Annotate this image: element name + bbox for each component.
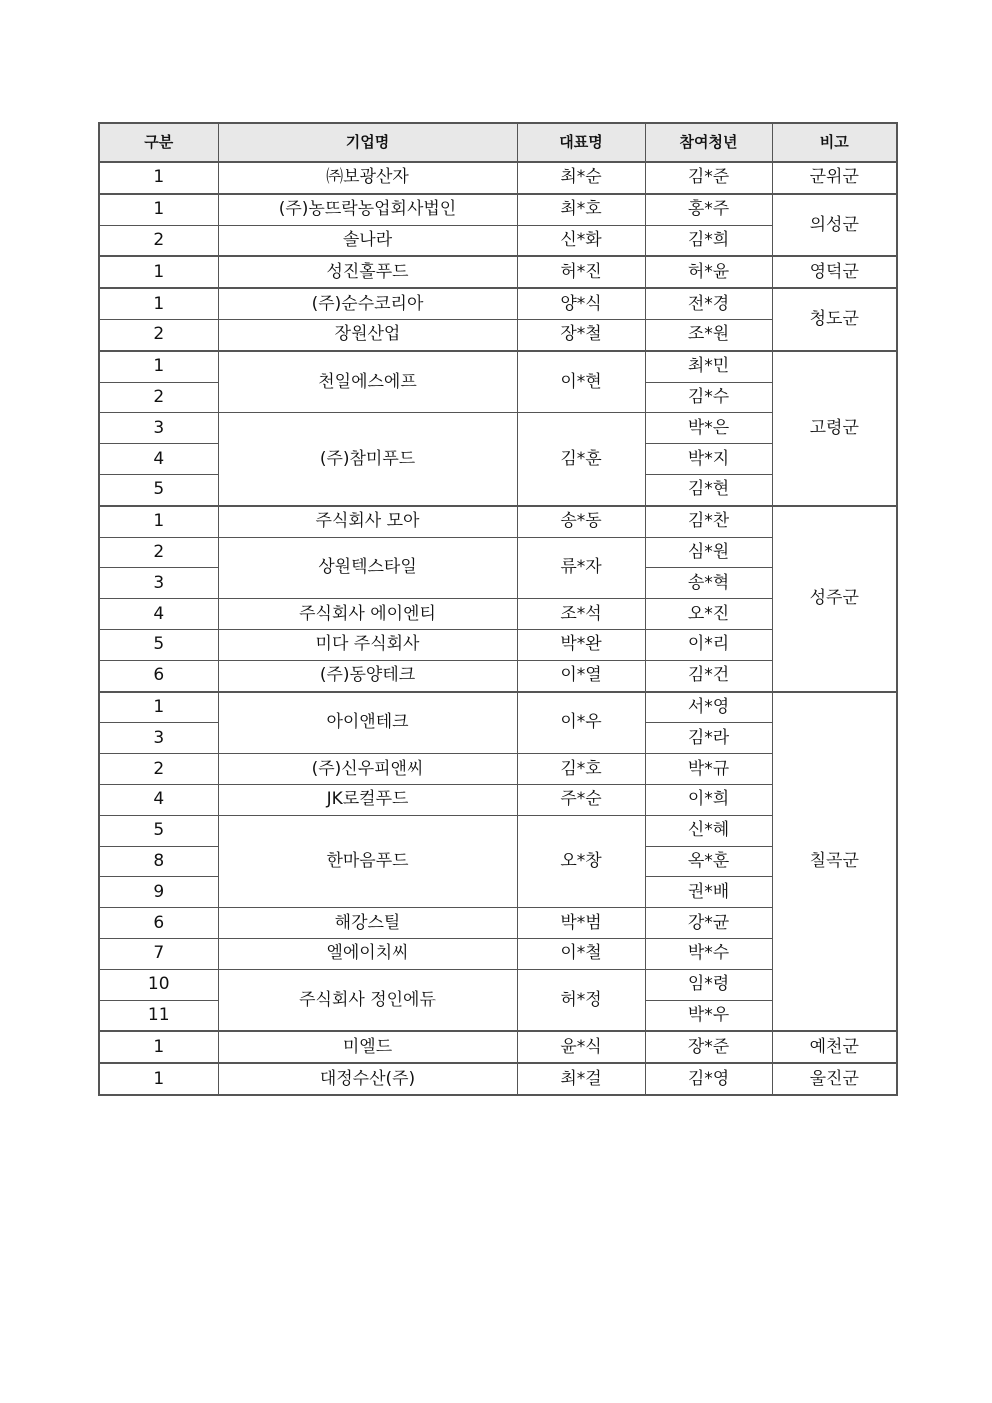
ceo-name: 윤*식	[517, 1031, 645, 1063]
ceo-name: 허*진	[517, 256, 645, 288]
ceo-name: 이*열	[517, 660, 645, 691]
header-num: 구분	[99, 123, 218, 162]
company-name: 아이앤테크	[218, 692, 517, 754]
table-row	[99, 194, 897, 225]
youth-name: 오*진	[645, 599, 772, 630]
youth-name: 박*은	[645, 413, 772, 444]
row-num: 1	[99, 194, 218, 225]
table-row	[99, 692, 897, 723]
youth-name: 이*희	[645, 784, 772, 815]
table-row	[99, 1031, 897, 1063]
ceo-name: 김*훈	[517, 413, 645, 506]
region-name: 울진군	[772, 1063, 897, 1095]
header-youth: 참여청년	[645, 123, 772, 162]
youth-name: 권*배	[645, 877, 772, 908]
row-num: 6	[99, 660, 218, 691]
youth-name: 박*지	[645, 444, 772, 475]
region-name: 예천군	[772, 1031, 897, 1063]
company-name: 미엘드	[218, 1031, 517, 1063]
row-num: 1	[99, 1031, 218, 1063]
youth-name: 김*수	[645, 382, 772, 413]
row-num: 3	[99, 413, 218, 444]
ceo-name: 류*자	[517, 537, 645, 599]
row-num: 1	[99, 1063, 218, 1095]
youth-name: 임*령	[645, 969, 772, 1000]
ceo-name: 장*철	[517, 319, 645, 350]
company-name: (주)신우피앤씨	[218, 754, 517, 785]
region-name: 청도군	[772, 288, 897, 351]
youth-name: 김*영	[645, 1063, 772, 1095]
company-name: 천일에스에프	[218, 351, 517, 413]
row-num: 3	[99, 568, 218, 599]
company-name: (주)순수코리아	[218, 288, 517, 319]
ceo-name: 박*범	[517, 908, 645, 939]
youth-name: 심*원	[645, 537, 772, 568]
youth-name: 홍*주	[645, 194, 772, 225]
ceo-name: 주*순	[517, 784, 645, 815]
company-name: 성진홀푸드	[218, 256, 517, 288]
company-name: 상원텍스타일	[218, 537, 517, 599]
company-name: 대정수산(주)	[218, 1063, 517, 1095]
youth-name: 서*영	[645, 692, 772, 723]
row-num: 5	[99, 474, 218, 505]
youth-name: 최*민	[645, 351, 772, 382]
region-name: 칠곡군	[772, 692, 897, 1032]
region-name: 성주군	[772, 506, 897, 692]
company-name: (주)참미푸드	[218, 413, 517, 506]
ceo-name: 이*현	[517, 351, 645, 413]
company-name: 주식회사 에이엔티	[218, 599, 517, 630]
company-name: 한마음푸드	[218, 815, 517, 907]
youth-name: 박*규	[645, 754, 772, 785]
row-num: 1	[99, 256, 218, 288]
row-num: 1	[99, 162, 218, 194]
youth-name: 김*준	[645, 162, 772, 194]
ceo-name: 이*철	[517, 938, 645, 969]
youth-name: 송*혁	[645, 568, 772, 599]
ceo-name: 오*창	[517, 815, 645, 907]
region-name: 고령군	[772, 351, 897, 506]
company-name: (주)동양테크	[218, 660, 517, 691]
row-num: 1	[99, 692, 218, 723]
company-name: ㈜보광산자	[218, 162, 517, 194]
youth-name: 김*현	[645, 474, 772, 505]
row-num: 2	[99, 537, 218, 568]
row-num: 1	[99, 288, 218, 319]
ceo-name: 허*정	[517, 969, 645, 1031]
youth-name: 조*원	[645, 319, 772, 350]
ceo-name: 송*동	[517, 506, 645, 537]
company-name: JK로컬푸드	[218, 784, 517, 815]
participants-table	[98, 122, 898, 1096]
youth-name: 장*준	[645, 1031, 772, 1063]
table-row	[99, 256, 897, 288]
youth-name: 박*우	[645, 1000, 772, 1031]
company-name: 해강스틸	[218, 908, 517, 939]
header-company: 기업명	[218, 123, 517, 162]
header-region: 비고	[772, 123, 897, 162]
row-num: 2	[99, 754, 218, 785]
company-name: 미다 주식회사	[218, 629, 517, 660]
ceo-name: 최*걸	[517, 1063, 645, 1095]
row-num: 5	[99, 815, 218, 846]
ceo-name: 이*우	[517, 692, 645, 754]
region-name: 영덕군	[772, 256, 897, 288]
region-name: 의성군	[772, 194, 897, 257]
table-row	[99, 1063, 897, 1095]
row-num: 8	[99, 846, 218, 877]
header-ceo: 대표명	[517, 123, 645, 162]
ceo-name: 양*식	[517, 288, 645, 319]
table-row	[99, 351, 897, 382]
row-num: 1	[99, 506, 218, 537]
company-name: 솔나라	[218, 225, 517, 256]
youth-name: 김*찬	[645, 506, 772, 537]
row-num: 2	[99, 319, 218, 350]
row-num: 5	[99, 629, 218, 660]
ceo-name: 최*호	[517, 194, 645, 225]
company-name: 장원산업	[218, 319, 517, 350]
row-num: 2	[99, 382, 218, 413]
youth-name: 신*혜	[645, 815, 772, 846]
youth-name: 전*경	[645, 288, 772, 319]
youth-name: 김*라	[645, 723, 772, 754]
ceo-name: 박*완	[517, 629, 645, 660]
youth-name: 김*희	[645, 225, 772, 256]
row-num: 1	[99, 351, 218, 382]
youth-name: 옥*훈	[645, 846, 772, 877]
ceo-name: 최*순	[517, 162, 645, 194]
ceo-name: 조*석	[517, 599, 645, 630]
youth-name: 이*리	[645, 629, 772, 660]
row-num: 2	[99, 225, 218, 256]
company-name: 주식회사 정인에듀	[218, 969, 517, 1031]
row-num: 4	[99, 444, 218, 475]
table-row	[99, 506, 897, 537]
ceo-name: 신*화	[517, 225, 645, 256]
company-name: 엘에이치씨	[218, 938, 517, 969]
ceo-name: 김*호	[517, 754, 645, 785]
row-num: 6	[99, 908, 218, 939]
youth-name: 강*균	[645, 908, 772, 939]
row-num: 3	[99, 723, 218, 754]
row-num: 7	[99, 938, 218, 969]
company-name: 주식회사 모아	[218, 506, 517, 537]
row-num: 4	[99, 784, 218, 815]
row-num: 11	[99, 1000, 218, 1031]
region-name: 군위군	[772, 162, 897, 194]
table-row	[99, 162, 897, 194]
header-row	[99, 123, 897, 162]
row-num: 9	[99, 877, 218, 908]
row-num: 4	[99, 599, 218, 630]
company-name: (주)농뜨락농업회사법인	[218, 194, 517, 225]
youth-name: 박*수	[645, 938, 772, 969]
youth-name: 허*윤	[645, 256, 772, 288]
table-row	[99, 288, 897, 319]
youth-name: 김*건	[645, 660, 772, 691]
row-num: 10	[99, 969, 218, 1000]
